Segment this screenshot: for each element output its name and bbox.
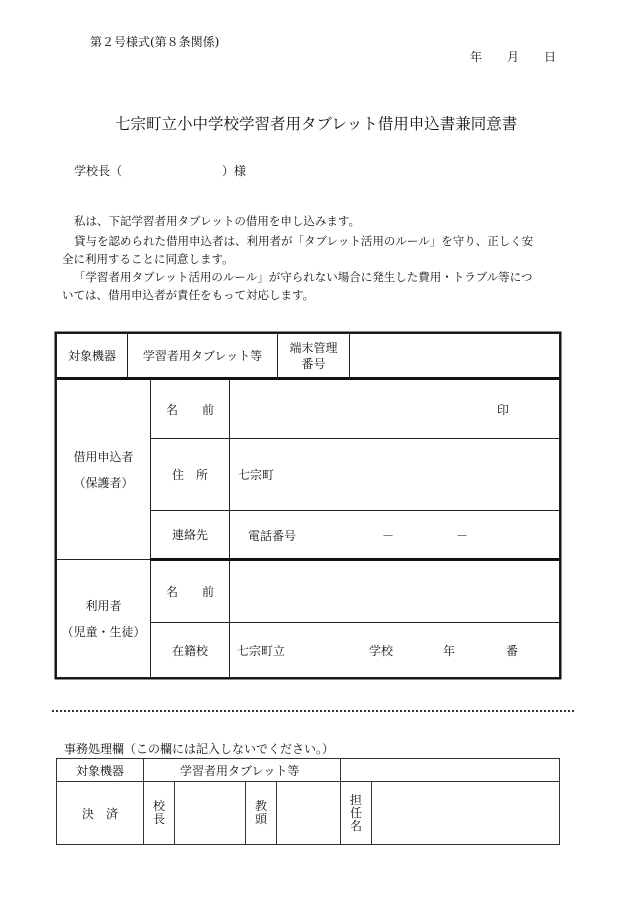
phone-dash-2: －: [456, 529, 469, 543]
body-line-5: いては、借用申込者が責任をもって対応します。: [62, 288, 315, 302]
document-title: 七宗町立小中学校学習者用タブレット借用申込書兼同意書: [115, 115, 518, 133]
phone-dash-1: －: [382, 529, 395, 543]
addressee-suffix: ）様: [222, 164, 247, 178]
vice-principal-label: [246, 782, 277, 845]
vice-principal-stamp-box: [277, 782, 341, 845]
vice-principal-char-1: 教: [254, 799, 267, 813]
terminal-id-label-line2: 番号: [301, 356, 326, 371]
device-label: 対象機器: [57, 334, 128, 379]
principal-char-2: 長: [152, 812, 165, 826]
office-device-label: 対象機器: [57, 759, 144, 782]
number-suffix: 番: [506, 644, 519, 658]
body-line-2: 貸与を認められた借用申込者は、利用者が「タブレット活用のルール」を守り、正しく安: [74, 234, 534, 248]
date-day-label: 日: [544, 50, 557, 64]
terminal-id-label-line1: 端末管理: [289, 340, 338, 355]
applicant-address-field[interactable]: 七宗町: [230, 439, 560, 511]
applicant-address-label: 住 所: [151, 439, 230, 511]
terminal-id-label: [278, 334, 350, 379]
vice-principal-char-2: 頭: [254, 812, 267, 826]
applicant-label: [57, 379, 151, 560]
grade-suffix: 年: [443, 644, 456, 658]
applicant-name-field[interactable]: [230, 379, 560, 439]
teacher-char-2: 任: [350, 805, 363, 820]
office-device-value: 学習者用タブレット等: [144, 759, 341, 782]
user-name-field[interactable]: [230, 560, 560, 623]
date-month-label: 月: [507, 50, 520, 64]
enrollment-field[interactable]: [230, 623, 560, 678]
principal-char-1: 校: [152, 799, 165, 813]
body-line-1: 私は、下記学習者用タブレットの借用を申し込みます。: [74, 214, 361, 228]
teacher-name-box: [372, 782, 560, 845]
applicant-label-line2: （保護者）: [73, 475, 134, 490]
teacher-char-1: 担: [350, 792, 363, 807]
applicant-contact-field[interactable]: [230, 511, 560, 560]
enrollment-label: 在籍校: [151, 623, 230, 678]
principal-stamp-box: [175, 782, 246, 845]
office-heading: 事務処理欄（この欄には記入しないでください。）: [64, 742, 335, 756]
applicant-label-line1: 借用申込者: [73, 449, 134, 464]
seal-mark: 印: [497, 403, 510, 417]
addressee-prefix: 学校長（: [74, 164, 123, 178]
body-line-3: 全に利用することに同意します。: [62, 252, 234, 266]
user-label-line1: 利用者: [85, 598, 122, 613]
body-line-4: 「学習者用タブレット活用のルール」が守られない場合に発生した費用・トラブル等につ: [74, 270, 533, 284]
phone-label: 電話番号: [248, 529, 297, 543]
form-number: 第２号様式(第８条関係): [90, 35, 220, 49]
applicant-name-label: 名 前: [151, 379, 230, 439]
teacher-char-3: 名: [350, 818, 363, 833]
office-device-blank: [341, 759, 560, 782]
date-year-label: 年: [470, 50, 483, 64]
terminal-id-field[interactable]: [350, 334, 560, 379]
user-name-label: 名 前: [151, 560, 230, 623]
applicant-contact-label: 連絡先: [151, 511, 230, 560]
principal-label: [144, 782, 175, 845]
cut-line: [52, 710, 574, 712]
user-label: [57, 560, 151, 678]
school-suffix: 学校: [369, 644, 394, 658]
teacher-label: [341, 782, 372, 845]
user-label-line2: （児童・生徒）: [61, 624, 146, 639]
application-table: [56, 333, 560, 678]
approval-label: 決 済: [57, 782, 144, 845]
office-table: [56, 758, 560, 845]
device-value: 学習者用タブレット等: [128, 334, 278, 379]
enrollment-prefix: 七宗町立: [237, 644, 286, 658]
